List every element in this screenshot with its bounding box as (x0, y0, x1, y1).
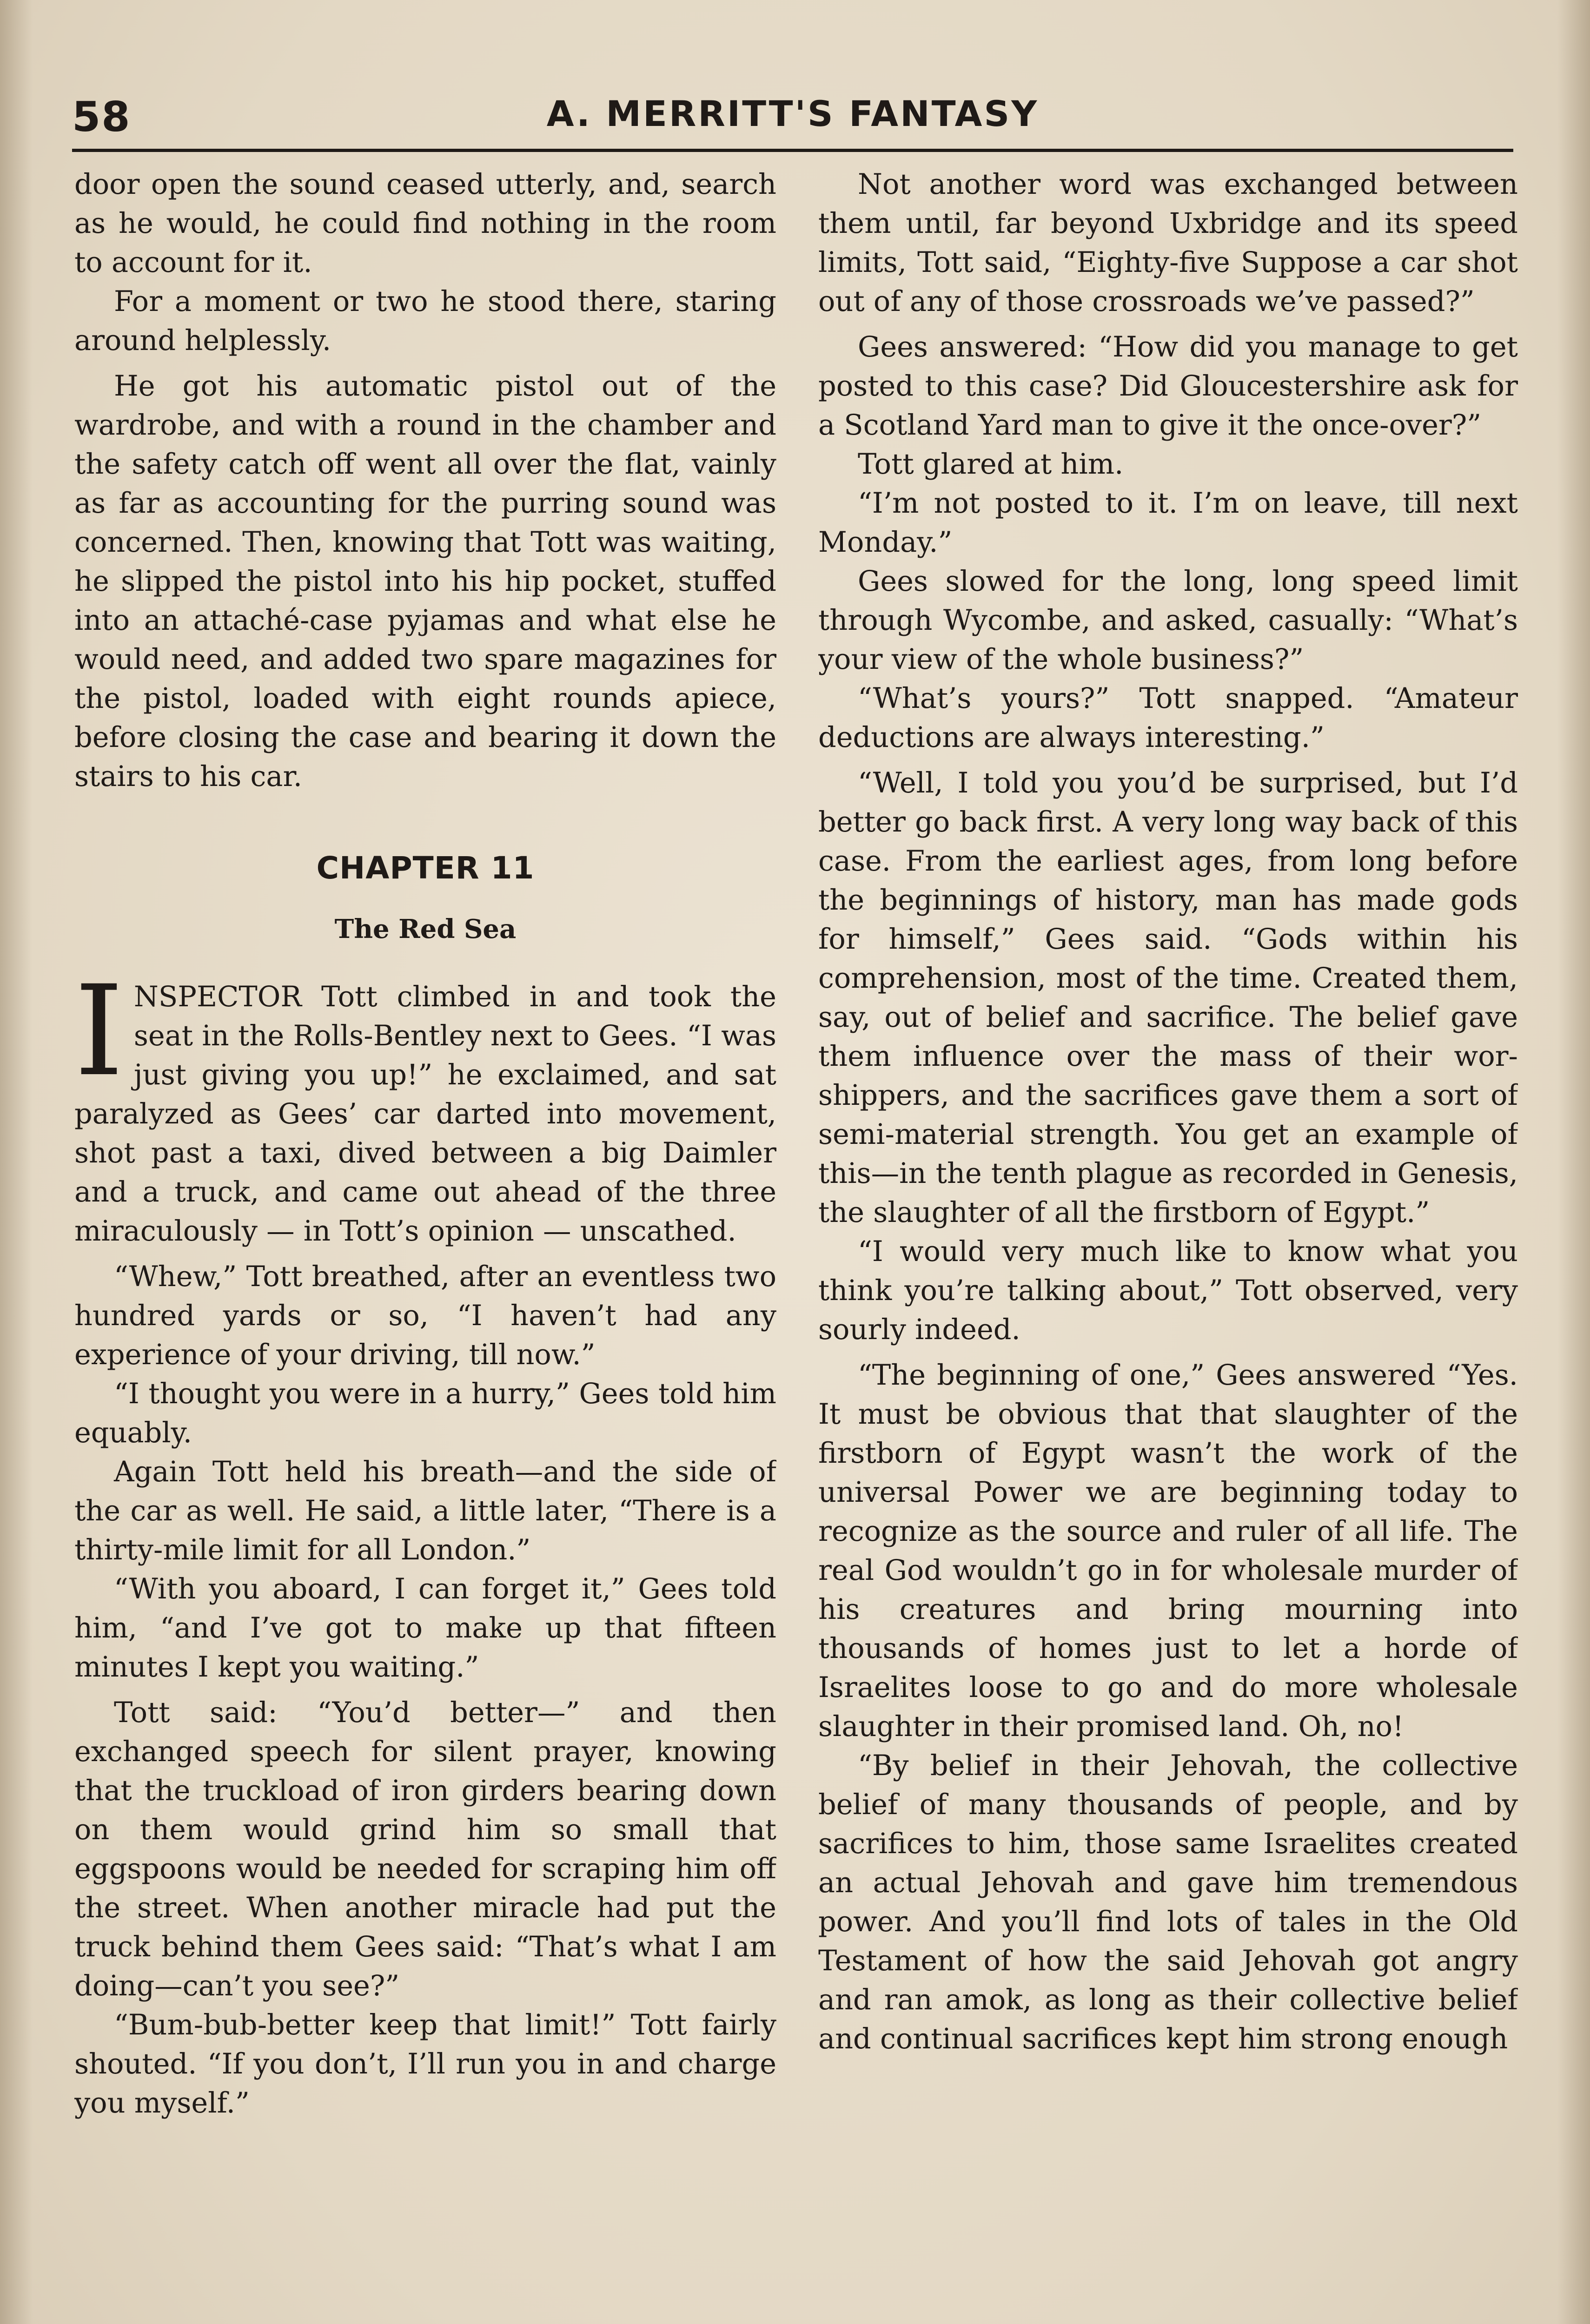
paragraph: He got his automatic pistol out of the wardrobe, and with a round in the chamber and the safety catch off went all over the flat, vainly as far as accounting for the purring sound was concerned. Then, knowing that Tott was waiting, he slipped the pistol into his hip pocket, stuffed into an attaché-case pyjamas and what else he would need, and added two spare magazines for the pistol, loaded with eight rounds apiece, before closing the case and bearing it down the stairs to his car. (74, 370, 776, 793)
paragraph: “I would very much like to know what you think you’re talking about,” Tott observed, very sourly indeed. (818, 1235, 1518, 1346)
paragraph: Not another word was exchanged between them until, far beyond Uxbridge and its speed limits, Tott said, “Eighty-five Suppose a car shot out of any of those crossroads we’ve passed?” (818, 168, 1518, 318)
page-edge-shadow-left (0, 0, 33, 2324)
paragraph: Gees slowed for the long, long speed limit through Wycombe, and asked, casually: “What’s your view of the whole business?” (818, 565, 1518, 676)
opening-paragraph-text: NSPECTOR Tott climbed in and took the seat in the Rolls-Bentley next to Gees. “I was just giving you up!” he exclaimed, and sat paralyzed as Gees’ car darted into movement, shot past a taxi, dived between a big Daimler and a truck, and came out ahead of the three miraculously — in Tott’s opinion — unscathed. (74, 981, 776, 1248)
drop-cap: I (74, 959, 124, 1104)
paragraph: “Whew,” Tott breathed, after an eventless two hundred yards or so, “I haven’t had any experience of your driving, till now.” (74, 1261, 776, 1371)
right-column (818, 165, 1518, 2324)
paragraph: “Bum-bub-better keep that limit!” Tott fairly shouted. “If you don’t, I’ll run you in and charge you myself.” (74, 2009, 776, 2119)
left-column (74, 165, 776, 2324)
paragraph: Tott glared at him. (858, 448, 1124, 481)
paragraph: “By belief in their Jehovah, the collective belief of many thousands of people, and by sacrifices to him, those same Israelites created an actual Jehovah and gave him tremendous power. And you’ll find lots of tales in the Old Testament of how the said Jehovah got angry and ran amok, as long as their collective belief and continual sacrifices kept him strong enough (818, 1750, 1518, 2055)
page-header (72, 88, 1513, 144)
paragraph: “I thought you were in a hurry,” Gees told him equably. (74, 1378, 776, 1449)
paragraph: “Well, I told you you’d be surprised, but I’d better go back first. A very long way back of this case. From the earliest ages, from long before the beginnings of history, man has made gods for himself,” Gees said. “Gods within his comprehension, most of the time. Created them, say, out of belief and sacrifice. The belief gave them influence over the mass of their worshippers, and the sacrifices gave them a sort of semi-material strength. You get an example of this—in the tenth plague as recorded in Genesis, the slaughter of all the firstborn of Egypt.” (818, 767, 1518, 1229)
paragraph: “What’s yours?” Tott snapped. “Amateur deductions are always interesting.” (818, 682, 1518, 754)
header-rule (72, 149, 1513, 152)
chapter-opening-paragraph (74, 959, 776, 1251)
chapter-title: CHAPTER 11 (316, 850, 535, 886)
paragraph: “The beginning of one,” Gees answered “Yes. It must be obvious that that slaughter of the firstborn of Egypt wasn’t the work of the universal Power we are beginning today to recognize as the source and ruler of all life. The real God wouldn’t go in for wholesale murder of his creatures and bring mourning into thousands of homes just to let a horde of Israelites loose to go and do more wholesale slaughter in their promised land. Oh, no! (818, 1359, 1518, 1743)
paragraph: Gees answered: “How did you manage to get posted to this case? Did Gloucestershire ask for a Scotland Yard man to give it the once-over?” (818, 331, 1518, 442)
paragraph: Tott said: “You’d better—” and then exchanged speech for silent prayer, knowing that the truckload of iron girders bearing down on them would grind him so small that eggspoons would be needed for scraping him off the street. When another miracle had put the truck behind them Gees said: “That’s what I am doing—can’t you see?” (74, 1697, 776, 2002)
paragraph: Again Tott held his breath—and the side of the car as well. He said, a little later, “There is a thirty-mile limit for all London.” (74, 1456, 776, 1566)
chapter-subtitle: The Red Sea (334, 914, 517, 944)
paragraph: “I’m not posted to it. I’m on leave, till next Monday.” (818, 487, 1518, 559)
paragraph: door open the sound ceased utterly, and, search as he would, he could find nothing in the room to account for it. (74, 168, 776, 279)
page-edge-shadow-right (1557, 0, 1590, 2324)
page-number: 58 (72, 93, 131, 141)
paragraph: For a moment or two he stood there, staring around helplessly. (74, 285, 776, 357)
paragraph: “With you aboard, I can forget it,” Gees told him, “and I’ve got to make up that fifteen minutes I kept you waiting.” (74, 1573, 776, 1684)
running-head: A. MERRITT'S FANTASY (546, 93, 1039, 134)
